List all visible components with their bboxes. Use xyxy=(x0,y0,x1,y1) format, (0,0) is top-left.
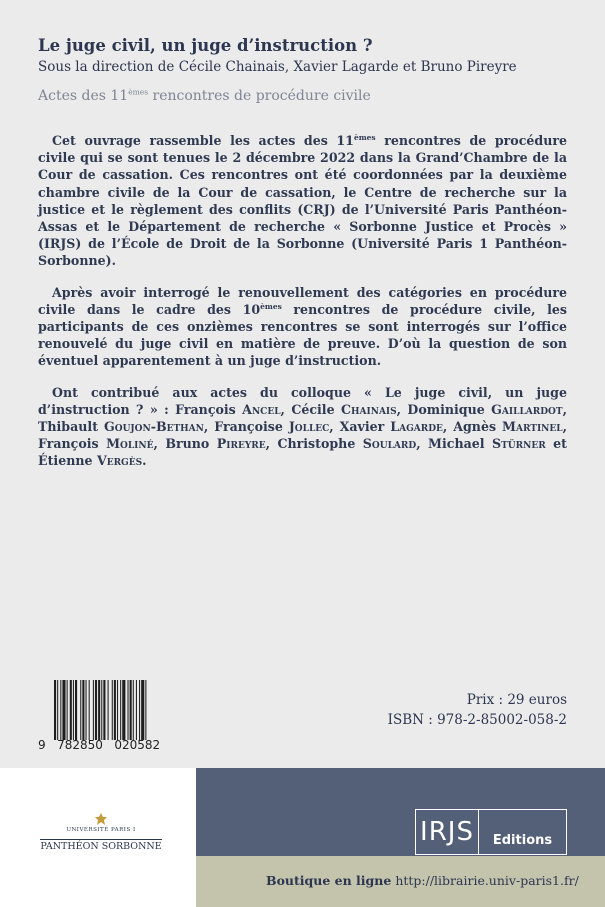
barcode-bar xyxy=(101,680,102,740)
barcode-bars xyxy=(54,680,188,740)
barcode-bar xyxy=(98,680,100,740)
contributor-name: Dominique Gaillardot, xyxy=(407,401,567,417)
barcode-bar xyxy=(103,680,105,740)
barcode-bar xyxy=(141,680,144,740)
barcode-bar xyxy=(95,680,97,740)
contributor-name: Christophe Soulard, xyxy=(277,436,429,452)
university-name-line1: UNIVERSITÉ PARIS I xyxy=(66,827,136,833)
barcode-bar xyxy=(75,680,77,740)
barcode-bar xyxy=(73,680,74,740)
barcode-bar xyxy=(57,680,58,740)
barcode-bar xyxy=(128,680,129,740)
barcode-bar xyxy=(108,680,109,740)
contributor-name: Thibault Goujon-Bethan, xyxy=(38,419,215,435)
barcode-bar xyxy=(82,680,84,740)
barcode-bar xyxy=(93,680,94,740)
contributor-name: François Ancel, xyxy=(175,401,292,417)
barcode-bar xyxy=(86,680,87,740)
barcode-bar xyxy=(133,680,134,740)
barcode-bar xyxy=(120,680,121,740)
irjs-editions-logo xyxy=(415,809,567,855)
contributor-name: Michael Stürner et xyxy=(428,436,567,452)
university-name-line2: PANTHÉON SORBONNE xyxy=(40,841,162,852)
barcode-bar xyxy=(80,680,81,740)
barcode-bar xyxy=(112,680,113,740)
contributor-name: Françoise Jollec, xyxy=(214,419,340,435)
contributor-name: François Moliné, xyxy=(38,436,166,452)
isbn-label: ISBN : 978-2-85002-058-2 xyxy=(387,712,567,728)
barcode-bar xyxy=(62,680,65,740)
barcode-bar xyxy=(70,680,72,740)
barcode-bar xyxy=(130,680,132,740)
barcode-bar xyxy=(60,680,61,740)
contributor-name: Bruno Pireyre, xyxy=(165,436,278,452)
book-title: Le juge civil, un juge d’instruction ? xyxy=(38,36,373,55)
price-label: Prix : 29 euros xyxy=(466,692,567,708)
barcode-bar xyxy=(136,680,137,740)
contributor-name: Xavier Lagarde, xyxy=(339,419,454,435)
barcode-bar xyxy=(139,680,140,740)
barcode xyxy=(38,680,190,754)
shop-url[interactable]: http://librairie.univ-paris1.fr/ xyxy=(395,873,579,888)
university-logo xyxy=(40,812,162,852)
barcode-bar xyxy=(89,680,90,740)
barcode-bar xyxy=(114,680,116,740)
book-subtitle: Actes des 11èmes rencontres de procédure civile xyxy=(38,87,371,104)
back-cover-text xyxy=(38,132,567,484)
contributors-paragraph: Ont contribué aux actes du colloque « Le juge civil, un juge d’instruction ? » : François Ancel, Cécile Chainais, Dominique Gaillardot, Thibault Goujon-Bethan, Françoise Jollec, Xavier Lagarde, Agnès Martinel, François Moliné, Bruno Pireyre, Christophe Soulard, Michael Stürner et Étienne Vergès. xyxy=(38,384,567,469)
barcode-bar xyxy=(145,680,146,740)
book-directors: Sous la direction de Cécile Chainais, Xavier Lagarde et Bruno Pireyre xyxy=(38,59,517,75)
barcode-bar xyxy=(117,680,118,740)
shop-label: Boutique en ligne xyxy=(266,873,392,888)
paragraph-2: Après avoir interrogé le renouvellement des catégories en procédure civile dans le cadre des 10èmes rencontres de procédure civile, les participants de ces onzièmes rencontres se sont interrogés sur l’office renouvelé du juge civil en matière de preuve. D’où la question de son éventuel apparentement à un juge d’instruction. xyxy=(38,284,567,369)
irjs-editions-label: Editions xyxy=(492,833,553,848)
barcode-digits: 9 782850 020582 xyxy=(38,738,161,752)
price-block xyxy=(388,690,567,730)
paragraph-1: Cet ouvrage rassemble les actes des 11èmes rencontres de procédure civile qui se sont tenues le 2 décembre 2022 dans la Grand’Chambre de la Cour de cassation. Ces rencontres ont été coordonnées par la deuxième chambre civile de la Cour de cassation, le Centre de recherche sur la justice et le règlement des conflits (CRJ) de l’Université Paris Panthéon-Assas et le Département de recherche « Sorbonne Justice et Procès » (IRJS) de l’École de Droit de la Sorbonne (Université Paris 1 Panthéon-Sorbonne). xyxy=(38,132,567,269)
irjs-mark: IRJS xyxy=(416,810,479,854)
barcode-bar xyxy=(122,680,125,740)
contributor-name: Cécile Chainais, xyxy=(291,401,408,417)
barcode-bar xyxy=(67,680,68,740)
online-shop xyxy=(266,873,579,888)
contributor-name: Agnès Martinel, xyxy=(453,419,567,435)
crest-icon xyxy=(94,812,108,826)
barcode-bar xyxy=(54,680,56,740)
contributor-name: Étienne Vergès. xyxy=(38,453,147,469)
